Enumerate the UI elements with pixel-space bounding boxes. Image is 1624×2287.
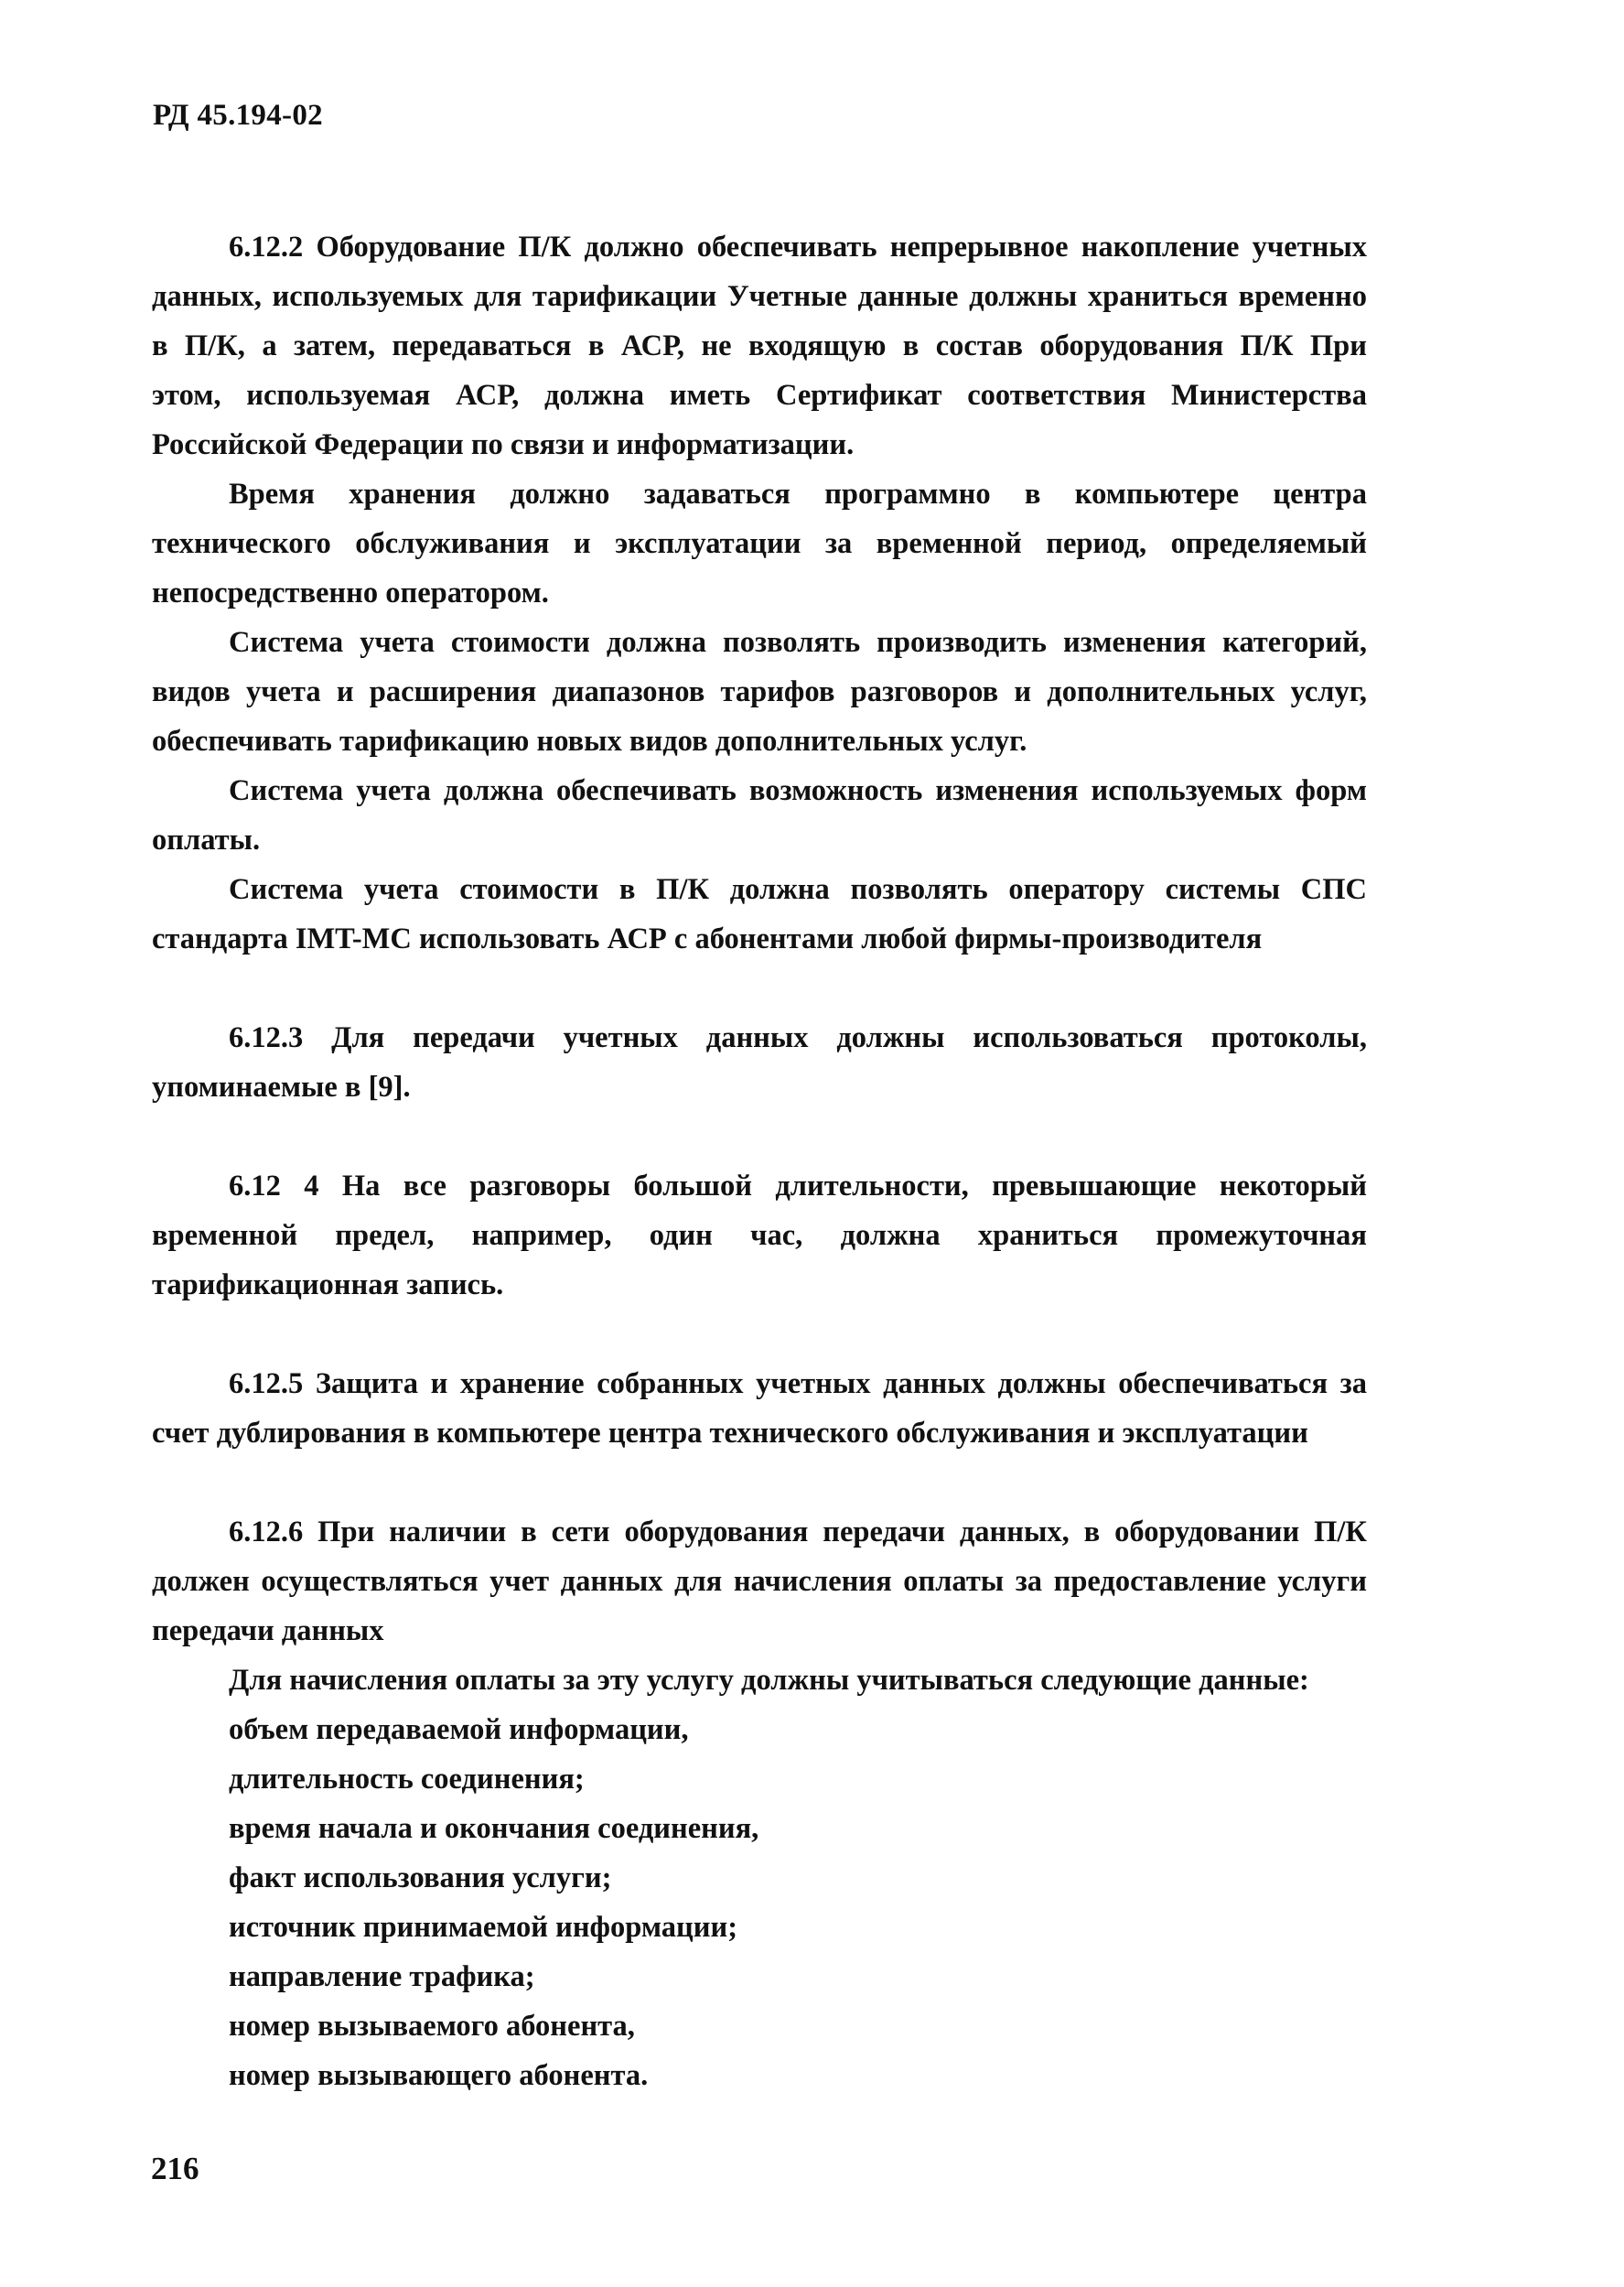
section-6-12-6-line-3: передачи данных [152,1614,384,1647]
section-6-12-6-line-1: 6.12.6 При наличии в сети оборудования передачи данных, в оборудовании П/К [229,1516,1367,1548]
list-item: длительность соединения; [229,1763,585,1796]
section-6-12-4-line-2: временной предел, например, один час, должна храниться промежуточная [152,1219,1367,1252]
section-6-12-2-para3-line-1: Система учета стоимости должна позволять производить изменения категорий, [229,626,1367,659]
list-item: время начала и окончания соединения, [229,1812,759,1845]
section-6-12-2-line-3: в П/К, а затем, передаваться в АСР, не входящую в состав оборудования П/К При [152,329,1367,362]
section-6-12-2-para3-line-3: обеспечивать тарификацию новых видов дополнительных услуг. [152,725,1027,758]
list-item: факт использования услуги; [229,1861,612,1894]
section-6-12-2-para4-line-2: оплаты. [152,824,261,857]
list-item: объем передаваемой информации, [229,1713,689,1746]
section-6-12-2-para5-line-2: стандарта IMT-MC использовать АСР с абонентами любой фирмы-производителя [152,922,1263,955]
list-item: направление трафика; [229,1960,535,1993]
list-item: источник принимаемой информации; [229,1911,738,1944]
section-6-12-5-line-2: счет дублирования в компьютере центра технического обслуживания и эксплуатации [152,1417,1308,1450]
section-6-12-2-para4-line-1: Система учета должна обеспечивать возможность изменения используемых форм [229,774,1367,807]
section-6-12-2-para2-line-1: Время хранения должно задаваться программно в компьютере центра [229,478,1367,511]
section-6-12-6-line-2: должен осуществляться учет данных для начисления оплаты за предоставление услуги [152,1565,1367,1598]
section-6-12-2-para2-line-3: непосредственно оператором. [152,577,549,610]
section-6-12-4-line-1: 6.12 4 На все разговоры большой длительности, превышающие некоторый [229,1170,1367,1203]
section-6-12-2-para2-line-2: технического обслуживания и эксплуатации за временной период, определяемый [152,527,1367,560]
section-6-12-3-line-2: упоминаемые в [9]. [152,1071,411,1104]
page-number: 216 [151,2151,199,2186]
section-6-12-2-para5-line-1: Система учета стоимости в П/К должна позволять оператору системы СПС [229,873,1367,906]
section-6-12-2-line-2: данных, используемых для тарификации Учетные данные должны храниться временно [152,280,1367,313]
section-6-12-2-line-1: 6.12.2 Оборудование П/К должно обеспечивать непрерывное накопление учетных [229,231,1367,264]
list-item: номер вызывающего абонента. [229,2059,649,2092]
section-6-12-5-line-1: 6.12.5 Защита и хранение собранных учетных данных должны обеспечиваться за [229,1367,1367,1400]
list-item: номер вызываемого абонента, [229,2010,635,2043]
list-intro: Для начисления оплаты за эту услугу должны учитываться следующие данные: [229,1664,1309,1697]
section-6-12-2-line-5: Российской Федерации по связи и информатизации. [152,428,855,461]
document-code: РД 45.194-02 [153,99,323,132]
section-6-12-2-line-4: этом, используемая АСР, должна иметь Сертификат соответствия Министерства [152,379,1367,412]
section-6-12-3-line-1: 6.12.3 Для передачи учетных данных должны использоваться протоколы, [229,1021,1367,1054]
section-6-12-4-line-3: тарификационная запись. [152,1268,504,1301]
section-6-12-2-para3-line-2: видов учета и расширения диапазонов тарифов разговоров и дополнительных услуг, [152,675,1367,708]
